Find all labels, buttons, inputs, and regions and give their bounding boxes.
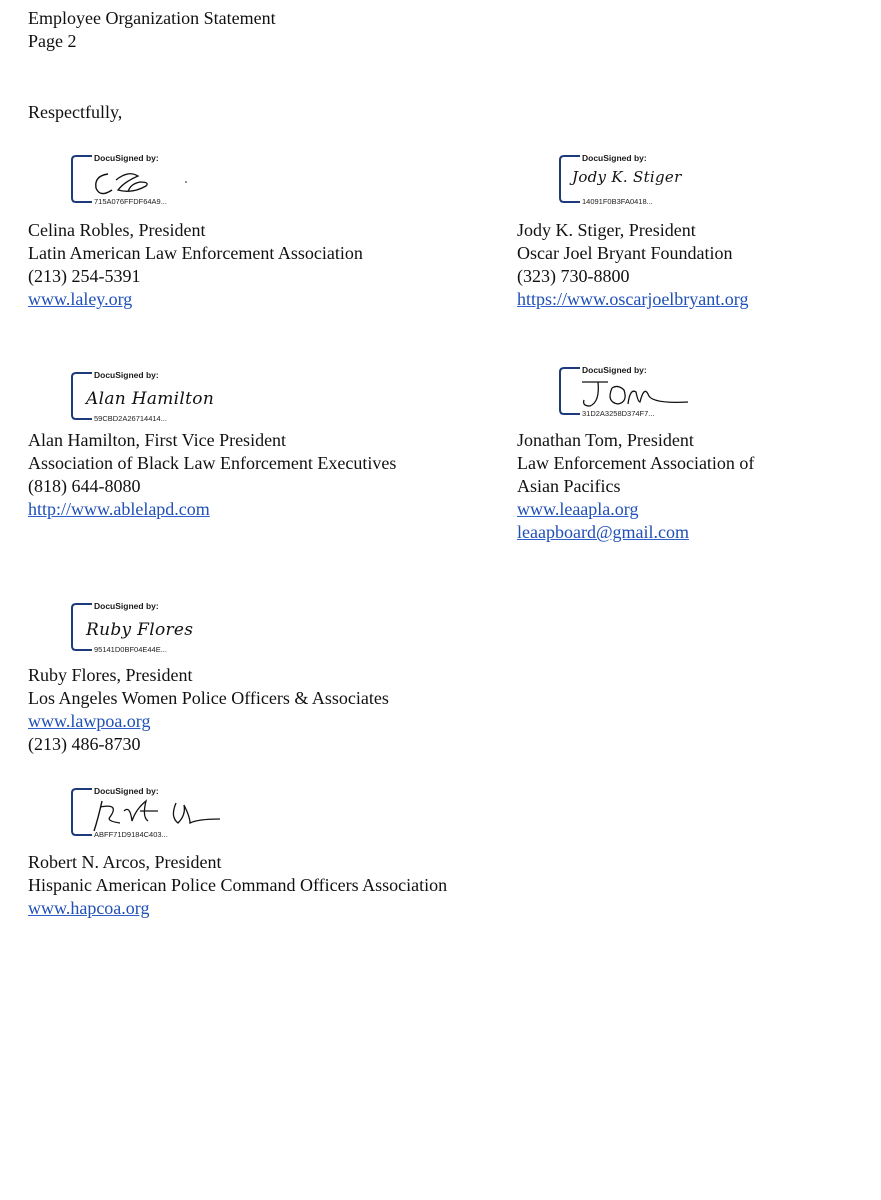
signer-website-tom[interactable]: www.leaapla.org: [517, 499, 639, 519]
document-title: Employee Organization Statement: [28, 8, 276, 28]
signer-name-hamilton: Alan Hamilton, First Vice President: [28, 430, 287, 450]
signer-name-stiger: Jody K. Stiger, President: [517, 220, 696, 240]
signer-name-flores: Ruby Flores, President: [28, 665, 193, 685]
signature-robles: [70, 150, 220, 208]
docusign-code: 59CBD2A26714414...: [94, 414, 167, 423]
signature-flores: [70, 598, 220, 656]
page-number: Page 2: [28, 31, 77, 51]
signer-website-robles[interactable]: www.laley.org: [28, 289, 133, 309]
signature-hamilton: [70, 367, 220, 425]
signature-stiger: [558, 150, 708, 208]
signer-org-flores: Los Angeles Women Police Officers & Associates: [28, 688, 389, 708]
handwritten-signature: [80, 160, 200, 200]
docusign-code: 95141D0BF04E44E...: [94, 645, 167, 654]
signer-name-robles: Celina Robles, President: [28, 220, 206, 240]
signer-name-arcos: Robert N. Arcos, President: [28, 852, 222, 872]
signer-org-arcos: Hispanic American Police Command Officers Association: [28, 875, 448, 895]
docusign-label: DocuSigned by:: [94, 601, 159, 611]
docusign-code: 31D2A3258D374F7...: [582, 409, 655, 418]
signer-name-tom: Jonathan Tom, President: [517, 430, 694, 450]
handwritten-signature: Ruby Flores: [86, 620, 194, 640]
docusign-label: DocuSigned by:: [582, 153, 647, 163]
docusign-code: ABFF71D9184C403...: [94, 830, 168, 839]
docusign-label: DocuSigned by:: [94, 786, 159, 796]
handwritten-signature: [568, 372, 698, 412]
docusign-code: 715A076FFDF64A9...: [94, 197, 167, 206]
signer-org-robles: Latin American Law Enforcement Association: [28, 243, 363, 263]
signer-org-tom-line2: Asian Pacifics: [517, 476, 621, 496]
docusign-code: 14091F0B3FA0418...: [582, 197, 653, 206]
signature-tom: [558, 362, 708, 420]
docusign-label: DocuSigned by:: [94, 370, 159, 380]
signer-website-stiger[interactable]: https://www.oscarjoelbryant.org: [517, 289, 749, 309]
signer-phone-stiger: (323) 730-8800: [517, 266, 630, 286]
handwritten-signature: Alan Hamilton: [86, 389, 215, 409]
signature-arcos: [70, 783, 220, 841]
signer-phone-hamilton: (818) 644-8080: [28, 476, 141, 496]
docusign-label: DocuSigned by:: [582, 365, 647, 375]
handwritten-signature: Jody K. Stiger: [572, 168, 682, 186]
signer-email-tom[interactable]: leaapboard@gmail.com: [517, 522, 690, 542]
signer-org-tom-line1: Law Enforcement Association of: [517, 453, 755, 473]
signer-website-flores[interactable]: www.lawpoa.org: [28, 711, 151, 731]
closing: Respectfully,: [28, 102, 123, 122]
docusign-label: DocuSigned by:: [94, 153, 159, 163]
signer-phone-flores: (213) 486-8730: [28, 734, 141, 754]
handwritten-signature: [80, 793, 230, 835]
signer-org-hamilton: Association of Black Law Enforcement Executives: [28, 453, 397, 473]
signer-website-arcos[interactable]: www.hapcoa.org: [28, 898, 150, 918]
signer-website-hamilton[interactable]: http://www.ablelapd.com: [28, 499, 210, 519]
signer-org-stiger: Oscar Joel Bryant Foundation: [517, 243, 733, 263]
signer-phone-robles: (213) 254-5391: [28, 266, 141, 286]
